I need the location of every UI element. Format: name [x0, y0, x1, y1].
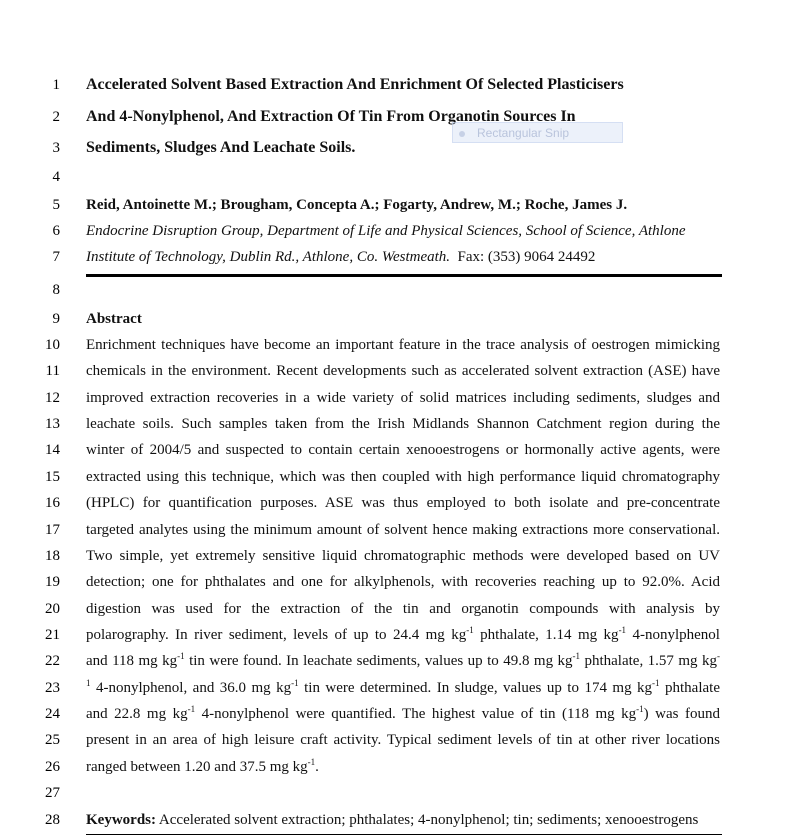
abstract-line: extracted using this technique, which was then coupled with high performance liquid chromatography: [86, 469, 720, 485]
line-number: 9: [52, 311, 60, 327]
paper-title-line: Sediments, Sludges And Leachate Soils.: [86, 139, 356, 156]
abstract-line: present in an area of high leisure craft activity. Typical sediment levels of tin at other river locations: [86, 732, 720, 748]
abstract-line: [86, 652, 720, 670]
abstract-heading: Abstract: [86, 311, 142, 327]
superscript: 1: [86, 678, 91, 688]
line-number: 1: [52, 77, 60, 93]
abstract-line: improved extraction recoveries in a wide variety of solid matrices including sediments, sludges and: [86, 390, 720, 406]
rectangular-snip-overlay[interactable]: [452, 122, 623, 143]
text-run: tin were determined. In sludge, values up to 174 mg kg: [298, 680, 653, 696]
text-run: .: [315, 759, 319, 775]
line-number: 3: [52, 140, 60, 156]
superscript: -1: [187, 704, 196, 714]
line-number: 22: [45, 653, 60, 669]
superscript: -1: [572, 651, 581, 661]
abstract-line: detection; one for phthalates and one for alkylphenols, with recoveries reaching up to 92.0%. Acid: [86, 574, 720, 590]
superscript: -1: [636, 704, 644, 714]
line-number: 18: [45, 548, 60, 564]
line-number: 20: [45, 601, 60, 617]
text-run: phthalate: [659, 680, 720, 696]
line-number: 2: [52, 109, 60, 125]
abstract-line: (HPLC) for quantification purposes. ASE was thus employed to both isolate and pre-concentrate: [86, 495, 720, 511]
superscript: -1: [652, 678, 660, 688]
affiliation-line: Endocrine Disruption Group, Department of Life and Physical Sciences, School of Science, Athlone: [86, 223, 686, 239]
line-number: 17: [45, 522, 60, 538]
line-number: 26: [45, 759, 60, 775]
line-number: 27: [45, 785, 60, 801]
line-number: 28: [45, 812, 60, 828]
affiliation-line: [86, 248, 720, 266]
superscript: -1: [307, 757, 316, 767]
text-run: 4-nonylphenol were quantified. The highest value of tin (118 mg kg: [195, 706, 637, 722]
line-number: 12: [45, 390, 60, 406]
line-number: 14: [45, 442, 60, 458]
affiliation-address: Institute of Technology, Dublin Rd., Athlone, Co. Westmeath.: [86, 249, 451, 265]
fax-number: Fax: (353) 9064 24492: [457, 249, 596, 265]
line-number: 4: [52, 169, 60, 185]
line-number: 19: [45, 574, 60, 590]
text-run: tin were found. In leachate sediments, values up to 49.8 mg kg: [184, 653, 573, 669]
abstract-line: [86, 758, 720, 776]
line-number: 8: [52, 282, 60, 298]
superscript: -1: [466, 625, 474, 635]
keywords-text: Accelerated solvent extraction; phthalates; 4-nonylphenol; tin; sediments; xenooestrogens: [156, 812, 699, 828]
abstract-line: winter of 2004/5 and suspected to contain certain xenooestrogens or hormonally active agents, were: [86, 442, 720, 458]
text-run: and 22.8 mg kg: [86, 706, 188, 722]
keywords-line: [86, 811, 720, 829]
line-number: 25: [45, 732, 60, 748]
line-number: 11: [45, 363, 60, 379]
abstract-line: Enrichment techniques have become an important feature in the trace analysis of oestrogen mimicking: [86, 337, 720, 353]
author-list: Reid, Antoinette M.; Brougham, Concepta A.; Fogarty, Andrew, M.; Roche, James J.: [86, 197, 628, 213]
superscript: -1: [618, 625, 627, 635]
line-number: 10: [45, 337, 60, 353]
text-run: ranged between 1.20 and 37.5 mg kg: [86, 759, 308, 775]
snip-mode-icon: [459, 131, 465, 137]
superscript: -1: [177, 651, 185, 661]
abstract-line: targeted analytes using the minimum amount of solvent hence making extractions more conservational.: [86, 522, 720, 538]
footer-divider: [86, 834, 722, 835]
paper-title-line: Accelerated Solvent Based Extraction And Enrichment Of Selected Plasticisers: [86, 76, 624, 93]
text-run: and 118 mg kg: [86, 653, 178, 669]
line-number: 5: [52, 197, 60, 213]
line-number: 13: [45, 416, 60, 432]
line-number: 16: [45, 495, 60, 511]
line-number: 23: [45, 680, 60, 696]
keywords-label: Keywords:: [86, 812, 156, 828]
abstract-line: [86, 705, 720, 723]
text-run: phthalate, 1.57 mg kg: [580, 653, 717, 669]
text-run: phthalate, 1.14 mg kg: [473, 627, 619, 643]
superscript: -: [716, 651, 720, 661]
paper-title-line: And 4-Nonylphenol, And Extraction Of Tin From Organotin Sources In: [86, 108, 576, 125]
snip-label: Rectangular Snip: [477, 126, 570, 140]
abstract-line: digestion was used for the extraction of the tin and organotin compounds with analysis by: [86, 601, 720, 617]
line-number: 15: [45, 469, 60, 485]
abstract-line: chemicals in the environment. Recent developments such as accelerated solvent extraction (ASE) have: [86, 363, 720, 379]
abstract-line: [86, 626, 720, 644]
text-run: ) was found: [643, 706, 720, 722]
abstract-line: [86, 679, 720, 697]
text-run: 4-nonylphenol: [626, 627, 720, 643]
text-run: polarography. In river sediment, levels of up to 24.4 mg kg: [86, 627, 467, 643]
abstract-line: leachate soils. Such samples taken from the Irish Midlands Shannon Catchment region during the: [86, 416, 720, 432]
abstract-line: Two simple, yet extremely sensitive liquid chromatographic methods were developed based on UV: [86, 548, 720, 564]
line-number: 21: [45, 627, 60, 643]
line-number: 24: [45, 706, 60, 722]
header-divider: [86, 274, 722, 277]
text-run: 4-nonylphenol, and 36.0 mg kg: [90, 680, 292, 696]
line-number: 7: [52, 249, 60, 265]
superscript: -1: [291, 678, 299, 688]
line-number: 6: [52, 223, 60, 239]
